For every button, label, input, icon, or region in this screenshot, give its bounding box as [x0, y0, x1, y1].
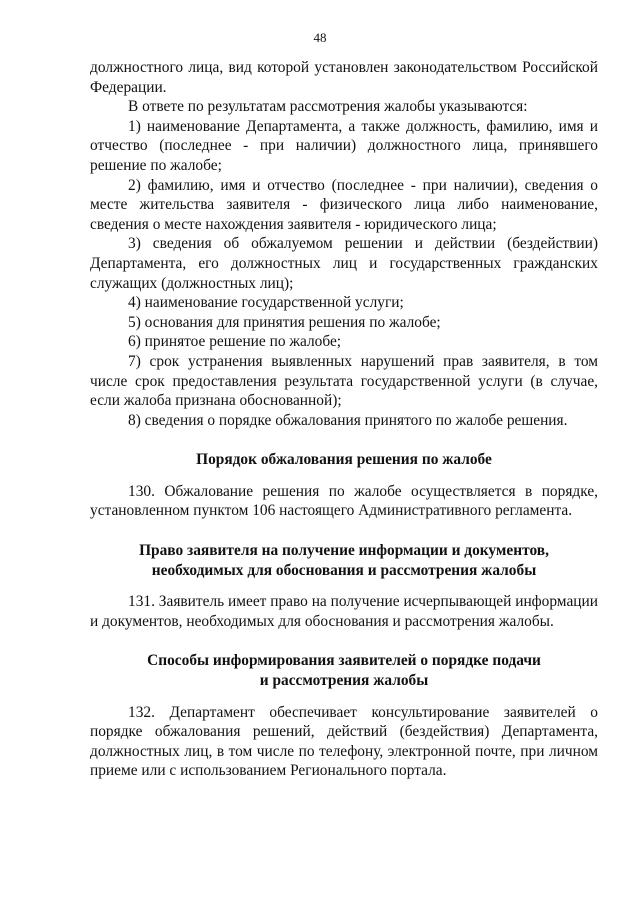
list-item-1: 1) наименование Департамента, а также должность, фамилию, имя и отчество (последнее - при наличии) должностного лица, принявшего решение по жалобе;	[90, 117, 598, 174]
heading-line-2: необходимых для обоснования и рассмотрения жалобы	[151, 561, 537, 579]
list-item-3: 3) сведения об обжалуемом решении и действии (бездействии) Департамента, его должностных лиц и государственных гражданских служащих (должностных лиц);	[90, 235, 598, 292]
list-item-6: 6) принятое решение по жалобе;	[128, 333, 342, 351]
list-item-8: 8) сведения о порядке обжалования принятого по жалобе решения.	[128, 411, 568, 429]
page-number: 48	[313, 30, 327, 45]
heading-line-1: Право заявителя на получение информации и документов,	[139, 542, 549, 560]
list-item-5: 5) основания для принятия решения по жалобе;	[128, 313, 441, 331]
list-item-7: 7) срок устранения выявленных нарушений прав заявителя, в том числе срок предоставления результата государственной услуги (в случае, если жалоба признана обоснованной);	[90, 352, 598, 410]
paragraph-132: 132. Департамент обеспечивает консультирование заявителей о порядке обжалования решений, действий (бездействия) Департамента, должностных лиц, в том числе по телефону, электронной почте, при личном приеме или с использованием Регионального портала.	[90, 703, 598, 780]
document-body	[90, 58, 598, 781]
section-heading-right-to-information	[90, 541, 598, 580]
heading-line-1: Способы информирования заявителей о порядке подачи	[147, 652, 541, 670]
list-item-4: 4) наименование государственной услуги;	[128, 294, 404, 312]
heading-line-2: и рассмотрения жалобы	[259, 672, 429, 690]
paragraph-continuation: должностного лица, вид которой установлен законодательством Российской Федерации.	[90, 59, 598, 96]
section-heading-appeal-procedure: Порядок обжалования решения по жалобе	[196, 451, 492, 469]
section-heading-informing-methods	[90, 651, 598, 690]
paragraph-130: 130. Обжалование решения по жалобе осуществляется в порядке, установленном пунктом 106 настоящего Административного регламента.	[90, 482, 598, 520]
paragraph-131: 131. Заявитель имеет право на получение исчерпывающей информации и документов, необходимых для обоснования и рассмотрения жалобы.	[90, 593, 598, 630]
list-item-2: 2) фамилию, имя и отчество (последнее - при наличии), сведения о месте жительства заявителя - физического лица либо наименование, сведения о месте нахождения заявителя - юридического лица;	[90, 176, 598, 233]
paragraph-response-intro: В ответе по результатам рассмотрения жалобы указываются:	[128, 98, 528, 116]
